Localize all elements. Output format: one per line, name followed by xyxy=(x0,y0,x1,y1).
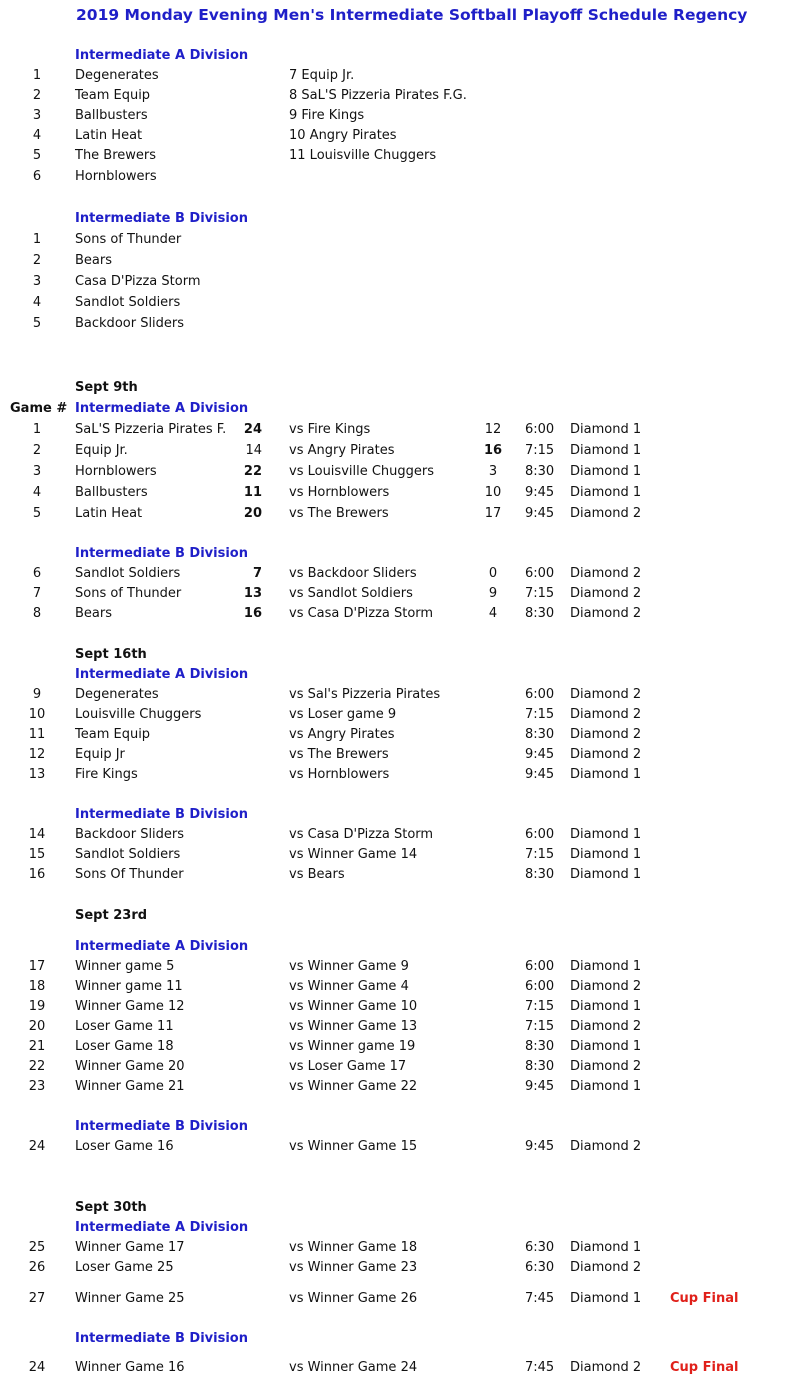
game-number: 10 xyxy=(28,707,46,722)
home-team: Winner game 11 xyxy=(75,979,183,994)
away-score: 12 xyxy=(484,422,502,437)
game-time: 6:00 xyxy=(525,422,555,437)
game-diamond: Diamond 1 xyxy=(570,1039,642,1054)
home-team: Winner Game 20 xyxy=(75,1059,185,1074)
home-score: 11 xyxy=(243,485,262,500)
seed-number: 4 xyxy=(32,295,42,310)
game-diamond: Diamond 1 xyxy=(570,422,642,437)
game-number: 1 xyxy=(32,422,42,437)
game-diamond: Diamond 2 xyxy=(570,687,642,702)
home-team: Sons of Thunder xyxy=(75,586,182,601)
home-team: Winner Game 21 xyxy=(75,1079,185,1094)
division-heading: Intermediate A Division xyxy=(75,1220,249,1235)
seed-team-right: 7 Equip Jr. xyxy=(289,68,355,83)
game-diamond: Diamond 2 xyxy=(570,506,642,521)
game-time: 7:15 xyxy=(525,586,555,601)
away-team: vs The Brewers xyxy=(289,506,389,521)
week-date: Sept 9th xyxy=(75,380,138,395)
seed-team: Ballbusters xyxy=(75,108,148,123)
away-team: vs Winner Game 24 xyxy=(289,1360,418,1375)
game-number: 23 xyxy=(28,1079,46,1094)
game-diamond: Diamond 1 xyxy=(570,1291,642,1306)
game-diamond: Diamond 2 xyxy=(570,1059,642,1074)
seed-team: Degenerates xyxy=(75,68,159,83)
game-time: 6:00 xyxy=(525,687,555,702)
home-team: Winner Game 25 xyxy=(75,1291,185,1306)
week-date: Sept 30th xyxy=(75,1200,147,1215)
game-number: 11 xyxy=(28,727,46,742)
away-score: 3 xyxy=(488,464,498,479)
away-score: 10 xyxy=(484,485,502,500)
game-number: 12 xyxy=(28,747,46,762)
away-team: vs Winner Game 9 xyxy=(289,959,409,974)
game-number: 24 xyxy=(28,1360,46,1375)
game-time: 7:15 xyxy=(525,443,555,458)
game-diamond: Diamond 2 xyxy=(570,707,642,722)
seed-number: 2 xyxy=(32,253,42,268)
game-number: 2 xyxy=(32,443,42,458)
game-number: 4 xyxy=(32,485,42,500)
game-time: 8:30 xyxy=(525,727,555,742)
away-team: vs Winner Game 23 xyxy=(289,1260,418,1275)
home-team: Loser Game 25 xyxy=(75,1260,174,1275)
seed-team: Backdoor Sliders xyxy=(75,316,185,331)
game-number: 3 xyxy=(32,464,42,479)
game-time: 7:15 xyxy=(525,707,555,722)
game-time: 8:30 xyxy=(525,606,555,621)
game-number: 6 xyxy=(32,566,42,581)
away-team: vs Bears xyxy=(289,867,345,882)
game-time: 6:00 xyxy=(525,566,555,581)
away-team: vs Winner Game 26 xyxy=(289,1291,418,1306)
seed-team: Sons of Thunder xyxy=(75,232,182,247)
game-time: 6:00 xyxy=(525,959,555,974)
game-time: 8:30 xyxy=(525,867,555,882)
away-team: vs Winner Game 18 xyxy=(289,1240,418,1255)
game-diamond: Diamond 2 xyxy=(570,1260,642,1275)
seed-team: Bears xyxy=(75,253,113,268)
away-team: vs Hornblowers xyxy=(289,767,390,782)
seed-number: 2 xyxy=(32,88,42,103)
home-team: Fire Kings xyxy=(75,767,138,782)
game-time: 7:45 xyxy=(525,1360,555,1375)
home-score: 24 xyxy=(243,422,262,437)
game-diamond: Diamond 2 xyxy=(570,586,642,601)
home-score: 13 xyxy=(243,586,262,601)
away-team: vs Loser Game 17 xyxy=(289,1059,407,1074)
game-diamond: Diamond 1 xyxy=(570,959,642,974)
home-score: 16 xyxy=(243,606,262,621)
home-team: Bears xyxy=(75,606,113,621)
home-team: Hornblowers xyxy=(75,464,157,479)
home-team: Loser Game 11 xyxy=(75,1019,174,1034)
home-team: Ballbusters xyxy=(75,485,148,500)
cup-final-label: Cup Final xyxy=(670,1291,739,1306)
week-date: Sept 23rd xyxy=(75,908,148,923)
seed-team: The Brewers xyxy=(75,148,157,163)
division-heading: Intermediate B Division xyxy=(75,546,248,561)
seed-number: 5 xyxy=(32,148,42,163)
game-diamond: Diamond 1 xyxy=(570,485,642,500)
home-team: Backdoor Sliders xyxy=(75,827,185,842)
game-number: 21 xyxy=(28,1039,46,1054)
away-team: vs Winner Game 14 xyxy=(289,847,418,862)
away-team: vs Louisville Chuggers xyxy=(289,464,435,479)
game-diamond: Diamond 2 xyxy=(570,1360,642,1375)
game-diamond: Diamond 1 xyxy=(570,464,642,479)
game-diamond: Diamond 1 xyxy=(570,1079,642,1094)
home-score: 22 xyxy=(243,464,262,479)
home-team: Loser Game 18 xyxy=(75,1039,174,1054)
division-a-seeding-heading: Intermediate A Division xyxy=(75,48,249,63)
game-number: 7 xyxy=(32,586,42,601)
game-number: 22 xyxy=(28,1059,46,1074)
game-diamond: Diamond 1 xyxy=(570,847,642,862)
away-team: vs Winner Game 4 xyxy=(289,979,409,994)
away-score: 17 xyxy=(484,506,502,521)
seed-team: Team Equip xyxy=(75,88,151,103)
game-diamond: Diamond 2 xyxy=(570,1139,642,1154)
seed-team-right: 11 Louisville Chuggers xyxy=(289,148,437,163)
week-date: Sept 16th xyxy=(75,647,147,662)
game-time: 9:45 xyxy=(525,485,555,500)
home-team: Latin Heat xyxy=(75,506,143,521)
seed-team: Casa D'Pizza Storm xyxy=(75,274,201,289)
away-team: vs Casa D'Pizza Storm xyxy=(289,827,434,842)
game-time: 9:45 xyxy=(525,506,555,521)
home-team: Equip Jr. xyxy=(75,443,128,458)
seed-number: 3 xyxy=(32,108,42,123)
game-number: 8 xyxy=(32,606,42,621)
page-title: 2019 Monday Evening Men's Intermediate Softball Playoff Schedule Regency xyxy=(76,6,748,24)
division-heading: Intermediate B Division xyxy=(75,1331,248,1346)
game-time: 8:30 xyxy=(525,1039,555,1054)
game-time: 7:45 xyxy=(525,1291,555,1306)
home-team: Sandlot Soldiers xyxy=(75,847,181,862)
seed-team-right: 10 Angry Pirates xyxy=(289,128,397,143)
game-number: 27 xyxy=(28,1291,46,1306)
home-team: Winner Game 17 xyxy=(75,1240,185,1255)
away-team: vs Winner Game 22 xyxy=(289,1079,418,1094)
seed-number: 5 xyxy=(32,316,42,331)
seed-number: 3 xyxy=(32,274,42,289)
seed-number: 6 xyxy=(32,169,42,184)
home-team: Louisville Chuggers xyxy=(75,707,202,722)
game-number: 24 xyxy=(28,1139,46,1154)
away-team: vs Casa D'Pizza Storm xyxy=(289,606,434,621)
seed-team: Latin Heat xyxy=(75,128,143,143)
division-heading: Intermediate A Division xyxy=(75,667,249,682)
game-number: 14 xyxy=(28,827,46,842)
division-heading: Intermediate A Division xyxy=(75,401,249,416)
division-b-seeding-heading: Intermediate B Division xyxy=(75,211,248,226)
away-score: 0 xyxy=(488,566,498,581)
game-number: 19 xyxy=(28,999,46,1014)
home-team: SaL'S Pizzeria Pirates F. xyxy=(75,422,227,437)
game-time: 8:30 xyxy=(525,464,555,479)
home-score: 14 xyxy=(245,443,262,458)
home-score: 7 xyxy=(252,566,262,581)
away-team: vs Winner Game 13 xyxy=(289,1019,418,1034)
away-team: vs Hornblowers xyxy=(289,485,390,500)
division-heading: Intermediate B Division xyxy=(75,807,248,822)
away-team: vs Winner Game 15 xyxy=(289,1139,418,1154)
game-number: 5 xyxy=(32,506,42,521)
game-diamond: Diamond 2 xyxy=(570,566,642,581)
seed-number: 1 xyxy=(32,232,42,247)
game-time: 9:45 xyxy=(525,1079,555,1094)
seed-team-right: 9 Fire Kings xyxy=(289,108,365,123)
game-number: 16 xyxy=(28,867,46,882)
away-team: vs Winner game 19 xyxy=(289,1039,416,1054)
home-team: Winner Game 12 xyxy=(75,999,185,1014)
game-diamond: Diamond 1 xyxy=(570,999,642,1014)
game-time: 9:45 xyxy=(525,767,555,782)
game-time: 6:00 xyxy=(525,827,555,842)
game-diamond: Diamond 1 xyxy=(570,867,642,882)
home-team: Sandlot Soldiers xyxy=(75,566,181,581)
game-time: 9:45 xyxy=(525,1139,555,1154)
game-time: 9:45 xyxy=(525,747,555,762)
cup-final-label: Cup Final xyxy=(670,1360,739,1375)
seed-number: 4 xyxy=(32,128,42,143)
home-team: Sons Of Thunder xyxy=(75,867,184,882)
away-team: vs Loser game 9 xyxy=(289,707,397,722)
seed-team: Sandlot Soldiers xyxy=(75,295,181,310)
game-diamond: Diamond 1 xyxy=(570,827,642,842)
game-diamond: Diamond 2 xyxy=(570,727,642,742)
away-score: 9 xyxy=(488,586,498,601)
game-number: 15 xyxy=(28,847,46,862)
game-number: 9 xyxy=(32,687,42,702)
game-number: 25 xyxy=(28,1240,46,1255)
away-team: vs Angry Pirates xyxy=(289,727,395,742)
home-team: Degenerates xyxy=(75,687,159,702)
game-diamond: Diamond 2 xyxy=(570,606,642,621)
division-heading: Intermediate A Division xyxy=(75,939,249,954)
game-diamond: Diamond 1 xyxy=(570,767,642,782)
game-time: 7:15 xyxy=(525,999,555,1014)
away-team: vs Fire Kings xyxy=(289,422,371,437)
game-diamond: Diamond 1 xyxy=(570,1240,642,1255)
away-team: vs Sal's Pizzeria Pirates xyxy=(289,687,441,702)
game-time: 6:30 xyxy=(525,1240,555,1255)
home-team: Team Equip xyxy=(75,727,151,742)
home-team: Equip Jr xyxy=(75,747,125,762)
game-diamond: Diamond 2 xyxy=(570,979,642,994)
game-time: 7:15 xyxy=(525,847,555,862)
game-number: 20 xyxy=(28,1019,46,1034)
game-diamond: Diamond 2 xyxy=(570,747,642,762)
game-number: 13 xyxy=(28,767,46,782)
game-time: 6:30 xyxy=(525,1260,555,1275)
away-team: vs Winner Game 10 xyxy=(289,999,418,1014)
away-team: vs The Brewers xyxy=(289,747,389,762)
seed-team: Hornblowers xyxy=(75,169,157,184)
game-diamond: Diamond 1 xyxy=(570,443,642,458)
home-team: Winner Game 16 xyxy=(75,1360,185,1375)
home-score: 20 xyxy=(243,506,262,521)
away-team: vs Sandlot Soldiers xyxy=(289,586,413,601)
division-heading: Intermediate B Division xyxy=(75,1119,248,1134)
game-number: 26 xyxy=(28,1260,46,1275)
away-score: 4 xyxy=(488,606,498,621)
game-number: 18 xyxy=(28,979,46,994)
game-diamond: Diamond 2 xyxy=(570,1019,642,1034)
home-team: Winner game 5 xyxy=(75,959,175,974)
seed-team-right: 8 SaL'S Pizzeria Pirates F.G. xyxy=(289,88,467,103)
away-score: 16 xyxy=(483,443,503,458)
game-time: 6:00 xyxy=(525,979,555,994)
game-number: 17 xyxy=(28,959,46,974)
seed-number: 1 xyxy=(32,68,42,83)
game-number-column-header: Game # xyxy=(10,401,68,416)
game-time: 7:15 xyxy=(525,1019,555,1034)
away-team: vs Angry Pirates xyxy=(289,443,395,458)
away-team: vs Backdoor Sliders xyxy=(289,566,417,581)
home-team: Loser Game 16 xyxy=(75,1139,174,1154)
game-time: 8:30 xyxy=(525,1059,555,1074)
